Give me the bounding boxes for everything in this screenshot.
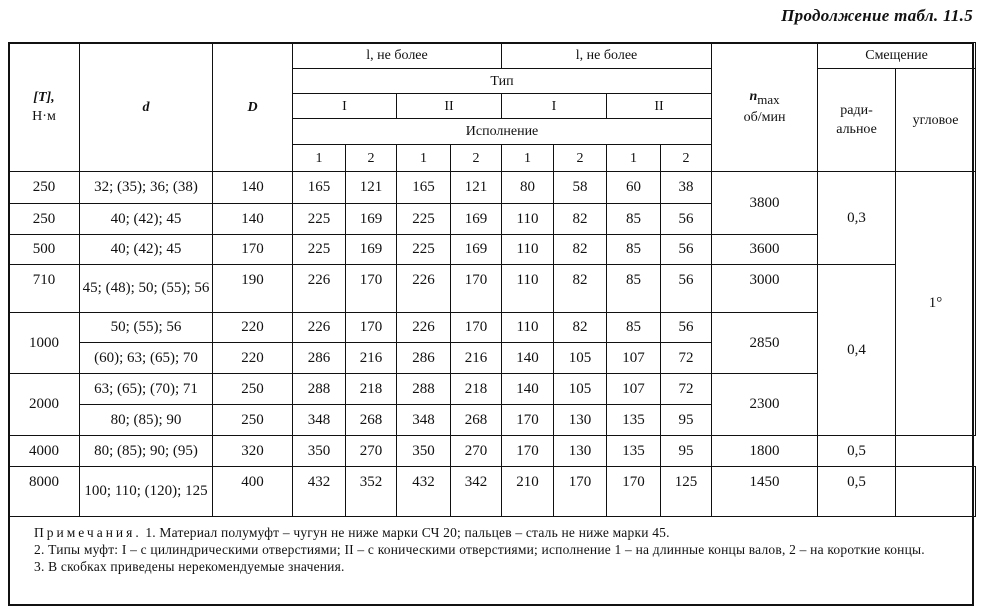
cell-nmax: 2850: [712, 313, 818, 374]
cell-value: 169: [451, 235, 502, 265]
cell-value: 165: [397, 172, 451, 204]
cell-value: 72: [661, 343, 712, 374]
table-row: [9, 172, 976, 204]
cell-D: 140: [213, 172, 293, 204]
cell-value: 169: [346, 235, 397, 265]
cell-d: 80; (85); 90; (95): [80, 436, 213, 467]
cell-D: 320: [213, 436, 293, 467]
cell-value: 225: [397, 235, 451, 265]
cell-value: 270: [451, 436, 502, 467]
cell-nmax: 3000: [712, 265, 818, 313]
header-nmax: $n_{max}$ об/мин: [712, 43, 818, 172]
cell-d: 80; (85); 90: [80, 405, 213, 436]
cell-D: 220: [213, 343, 293, 374]
cell-torque: 500: [9, 235, 80, 265]
cell-D: 250: [213, 374, 293, 405]
header-l-group-1: l, не более: [293, 43, 502, 69]
cell-d: 40; (42); 45: [80, 204, 213, 235]
cell-value: 130: [554, 436, 607, 467]
header-type-I-b: I: [502, 94, 607, 119]
cell-D: 220: [213, 313, 293, 343]
table-caption: Продолжение табл. 11.5: [781, 6, 973, 25]
cell-value: 107: [607, 374, 661, 405]
cell-value: 110: [502, 313, 554, 343]
table-row: [9, 265, 976, 313]
cell-value: 105: [554, 343, 607, 374]
cell-value: 352: [346, 467, 397, 517]
cell-value: 169: [451, 204, 502, 235]
cell-value: 38: [661, 172, 712, 204]
cell-torque: 2000: [9, 374, 80, 436]
cell-value: 288: [397, 374, 451, 405]
header-exec-1: 1: [607, 145, 661, 172]
cell-value: 216: [346, 343, 397, 374]
cell-value: 268: [451, 405, 502, 436]
cell-value: 218: [346, 374, 397, 405]
cell-value: 432: [293, 467, 346, 517]
cell-value: 225: [293, 235, 346, 265]
header-type-I-a: I: [293, 94, 397, 119]
cell-d: 40; (42); 45: [80, 235, 213, 265]
cell-radial: 0,3: [818, 172, 896, 265]
cell-value: 348: [397, 405, 451, 436]
cell-value: 170: [451, 313, 502, 343]
cell-torque: 250: [9, 204, 80, 235]
cell-torque: 1000: [9, 313, 80, 374]
cell-value: 210: [502, 467, 554, 517]
cell-D: 400: [213, 467, 293, 517]
cell-value: 135: [607, 405, 661, 436]
header-exec-1: 1: [397, 145, 451, 172]
coupling-table: [8, 42, 976, 517]
cell-nmax: 1450: [712, 467, 818, 517]
header-exec-1: 1: [293, 145, 346, 172]
header-l-group-2: l, не более: [502, 43, 712, 69]
cell-value: 85: [607, 204, 661, 235]
cell-value: 226: [397, 313, 451, 343]
cell-value: 110: [502, 265, 554, 313]
header-d: d: [80, 43, 213, 172]
cell-value: 165: [293, 172, 346, 204]
header-exec-2: 2: [346, 145, 397, 172]
cell-value: 82: [554, 265, 607, 313]
header-offset: Смещение: [818, 43, 976, 69]
header-exec-2: 2: [554, 145, 607, 172]
cell-d: (60); 63; (65); 70: [80, 343, 213, 374]
cell-nmax: 3600: [712, 235, 818, 265]
cell-value: 170: [346, 265, 397, 313]
cell-value: 350: [293, 436, 346, 467]
table-row: [9, 467, 976, 517]
cell-value: 85: [607, 235, 661, 265]
cell-value: 170: [502, 436, 554, 467]
cell-value: 82: [554, 235, 607, 265]
cell-value: 58: [554, 172, 607, 204]
cell-value: 286: [397, 343, 451, 374]
cell-value: 82: [554, 313, 607, 343]
cell-torque: 8000: [9, 467, 80, 517]
cell-value: 130: [554, 405, 607, 436]
cell-value: 432: [397, 467, 451, 517]
header-type: Тип: [293, 69, 712, 94]
header-exec-1: 1: [502, 145, 554, 172]
cell-value: 170: [502, 405, 554, 436]
cell-torque: 250: [9, 172, 80, 204]
cell-value: 60: [607, 172, 661, 204]
cell-D: 170: [213, 235, 293, 265]
cell-value: 80: [502, 172, 554, 204]
cell-value: 110: [502, 235, 554, 265]
cell-value: 286: [293, 343, 346, 374]
cell-value: 72: [661, 374, 712, 405]
cell-nmax: 1800: [712, 436, 818, 467]
cell-value: 85: [607, 313, 661, 343]
header-D: D: [213, 43, 293, 172]
cell-radial: 0,4: [818, 265, 896, 436]
cell-angular-empty: [896, 467, 976, 517]
cell-value: 226: [397, 265, 451, 313]
cell-value: 169: [346, 204, 397, 235]
header-exec-2: 2: [451, 145, 502, 172]
note-1: [10, 524, 970, 541]
cell-radial: 0,5: [818, 436, 896, 467]
cell-value: 135: [607, 436, 661, 467]
cell-value: 268: [346, 405, 397, 436]
cell-value: 107: [607, 343, 661, 374]
cell-value: 170: [607, 467, 661, 517]
cell-value: 125: [661, 467, 712, 517]
cell-value: 105: [554, 374, 607, 405]
cell-d: 100; 110; (120); 125: [80, 467, 213, 517]
cell-D: 190: [213, 265, 293, 313]
header-type-II-b: II: [607, 94, 712, 119]
cell-value: 216: [451, 343, 502, 374]
header-angular: угловое: [896, 69, 976, 172]
cell-value: 140: [502, 374, 554, 405]
note-3: 3. В скобках приведены нерекомендуемые значения.: [34, 559, 345, 574]
cell-value: 56: [661, 265, 712, 313]
cell-value: 270: [346, 436, 397, 467]
cell-radial: 0,5: [818, 467, 896, 517]
cell-value: 140: [502, 343, 554, 374]
cell-D: 140: [213, 204, 293, 235]
cell-d: 63; (65); (70); 71: [80, 374, 213, 405]
cell-value: 225: [397, 204, 451, 235]
cell-d: 32; (35); 36; (38): [80, 172, 213, 204]
table-row: [9, 436, 976, 467]
cell-value: 170: [451, 265, 502, 313]
cell-value: 110: [502, 204, 554, 235]
header-execution: Исполнение: [293, 119, 712, 145]
cell-nmax: 3800: [712, 172, 818, 235]
cell-value: 121: [451, 172, 502, 204]
header-type-II-a: II: [397, 94, 502, 119]
cell-D: 250: [213, 405, 293, 436]
cell-value: 226: [293, 265, 346, 313]
cell-value: 170: [346, 313, 397, 343]
cell-value: 170: [554, 467, 607, 517]
cell-value: 225: [293, 204, 346, 235]
cell-d: 45; (48); 50; (55); 56: [80, 265, 213, 313]
cell-nmax: 2300: [712, 374, 818, 436]
cell-d: 50; (55); 56: [80, 313, 213, 343]
cell-value: 82: [554, 204, 607, 235]
cell-torque: 710: [9, 265, 80, 313]
cell-value: 342: [451, 467, 502, 517]
notes-label: Примечания.: [34, 525, 142, 540]
cell-value: 56: [661, 313, 712, 343]
note-2: 2. Типы муфт: I – с цилиндрическими отверстиями; II – с коническими отверстиями; исполнение 1 – на длинные концы валов, 2 – на короткие концы.: [34, 542, 925, 557]
header-exec-2: 2: [661, 145, 712, 172]
cell-value: 56: [661, 235, 712, 265]
cell-value: 288: [293, 374, 346, 405]
cell-value: 95: [661, 405, 712, 436]
cell-value: 85: [607, 265, 661, 313]
header-radial: ради-альное: [818, 69, 896, 172]
cell-value: 121: [346, 172, 397, 204]
cell-value: 348: [293, 405, 346, 436]
cell-value: 56: [661, 204, 712, 235]
cell-value: 218: [451, 374, 502, 405]
cell-torque: 4000: [9, 436, 80, 467]
table-notes: [10, 524, 970, 575]
cell-value: 226: [293, 313, 346, 343]
cell-value: 350: [397, 436, 451, 467]
cell-value: 95: [661, 436, 712, 467]
cell-angular: 1°: [896, 172, 976, 436]
header-torque: [T], Н·м: [9, 43, 80, 172]
note-1-text: 1. Материал полумуфт – чугун не ниже марки СЧ 20; пальцев – сталь не ниже марки 45.: [145, 525, 670, 540]
